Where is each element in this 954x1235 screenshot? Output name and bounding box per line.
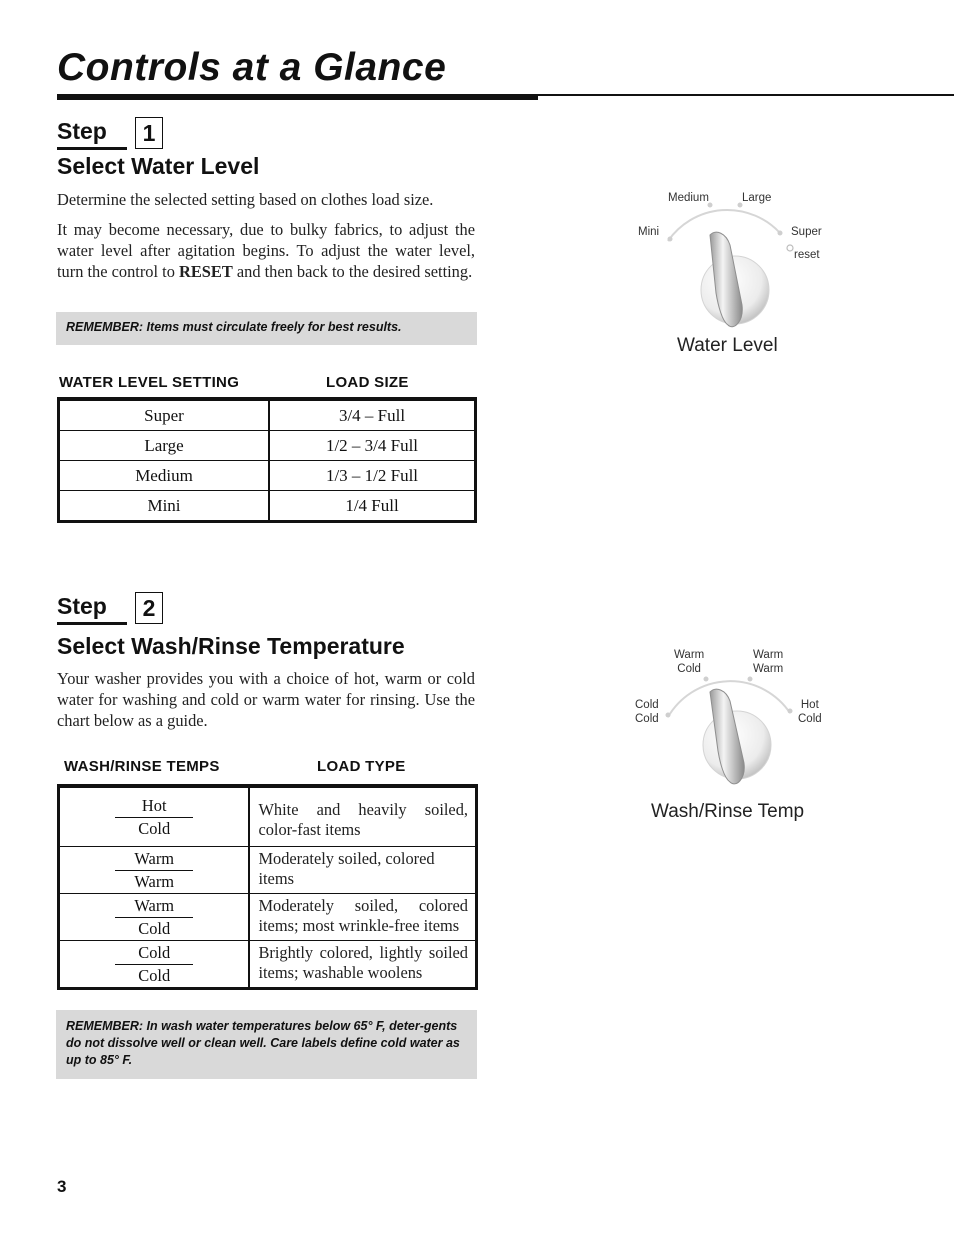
page-title: Controls at a Glance — [57, 46, 447, 89]
water-level-cell: Super — [59, 399, 270, 431]
step-1-label — [57, 118, 156, 150]
load-size-column-header: LOAD SIZE — [326, 374, 409, 391]
dial-label-hot-cold: Hot Cold — [798, 699, 822, 725]
dial-caption: Wash/Rinse Temp — [651, 801, 805, 822]
table-row — [59, 431, 476, 461]
water-level-dial — [630, 185, 830, 355]
dial-caption: Water Level — [677, 335, 778, 356]
rinse-temp: Cold — [138, 965, 171, 985]
reset-keyword: RESET — [179, 262, 233, 281]
table-row — [59, 786, 477, 846]
temp-cell — [59, 846, 250, 893]
title-rule — [57, 94, 538, 100]
dial-label-warm-warm: Warm Warm — [753, 649, 784, 675]
load-size-cell: 1/3 – 1/2 Full — [269, 461, 476, 491]
temperature-paragraph: Your washer provides you with a choice of hot, warm or cold water for washing and cold or warm water for rinsing. Use the chart below as a guide. — [57, 669, 475, 730]
wash-rinse-table — [57, 784, 478, 990]
page-number: 3 — [57, 1177, 67, 1196]
rinse-temp: Cold — [138, 819, 171, 838]
load-type-cell: Brightly colored, lightly soiled items; washable woolens — [249, 940, 476, 988]
wash-rinse-temp-dial — [630, 645, 840, 830]
temp-cell — [59, 786, 250, 846]
section-heading-wash-rinse: Select Wash/Rinse Temperature — [57, 633, 405, 659]
table-row — [59, 491, 476, 522]
load-size-cell: 1/4 Full — [269, 491, 476, 522]
dial-label-mini: Mini — [638, 226, 660, 238]
table-row — [59, 461, 476, 491]
wash-temp: Hot — [115, 795, 193, 818]
title-rule-extension — [538, 94, 954, 96]
load-size-cell: 3/4 – Full — [269, 399, 476, 431]
wash-temp: Cold — [115, 942, 193, 965]
reset-paragraph: It may become necessary, due to bulky fabrics, to adjust the water level after agitation begins. To adjust the water level, turn the control to RESET and then back to the desired setting. — [57, 220, 475, 281]
step-number-box: 2 — [135, 592, 163, 624]
dial-label-reset: reset — [794, 249, 820, 261]
table-row — [59, 399, 476, 431]
dial-label-cold-cold: Cold Cold — [635, 699, 659, 725]
step-word: Step — [57, 118, 127, 150]
dial-label-large: Large — [742, 192, 772, 204]
section-heading-water-level: Select Water Level — [57, 153, 260, 179]
load-type-cell: Moderately soiled, colored items — [249, 846, 476, 893]
wash-temp: Warm — [115, 848, 193, 871]
load-type-cell: White and heavily soiled, color-fast items — [258, 800, 468, 839]
table-row — [59, 893, 477, 940]
intro-paragraph: Determine the selected setting based on clothes load size. — [57, 190, 434, 209]
water-level-column-header: WATER LEVEL SETTING — [59, 374, 240, 391]
water-level-cell: Mini — [59, 491, 270, 522]
water-level-cell: Medium — [59, 461, 270, 491]
remember-note-temperature: REMEMBER: In wash water temperatures below 65° F, deter-gents do not dissolve well or clean well. Care labels define cold water as up to 85° F. — [56, 1010, 477, 1079]
load-type-cell: Moderately soiled, colored items; most wrinkle-free items — [249, 893, 476, 940]
dial-label-medium: Medium — [668, 192, 709, 204]
rinse-temp: Warm — [134, 871, 175, 891]
step-word: Step — [57, 593, 127, 625]
step-number-box: 1 — [135, 117, 163, 149]
dial-label-warm-cold: Warm Cold — [674, 649, 705, 675]
temp-cell — [59, 940, 250, 988]
rinse-temp: Cold — [138, 918, 171, 938]
water-level-cell: Large — [59, 431, 270, 461]
wash-temp: Warm — [115, 895, 193, 918]
step-2-label — [57, 593, 156, 625]
remember-note-items: REMEMBER: Items must circulate freely for best results. — [56, 312, 477, 345]
temp-cell — [59, 893, 250, 940]
dial-label-super: Super — [791, 226, 822, 238]
table-row — [59, 846, 477, 893]
load-size-cell: 1/2 – 3/4 Full — [269, 431, 476, 461]
water-level-table — [57, 397, 477, 523]
load-type-column-header: LOAD TYPE — [317, 758, 406, 775]
table-row — [59, 940, 477, 988]
wash-rinse-column-header: WASH/RINSE TEMPS — [64, 758, 220, 775]
